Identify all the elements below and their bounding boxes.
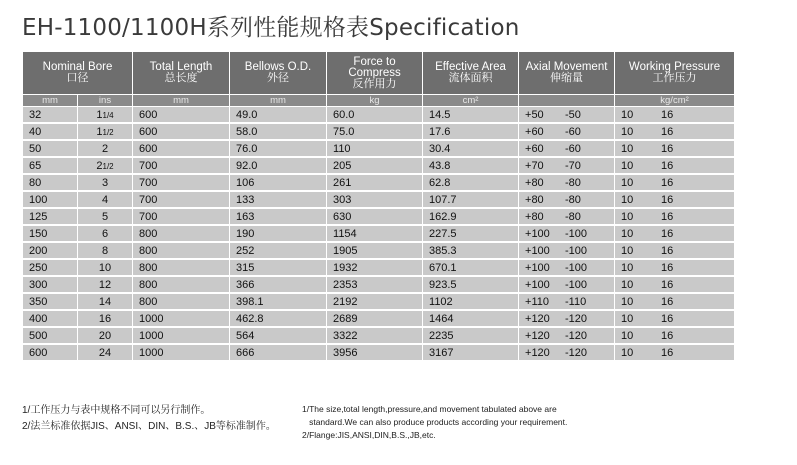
- cell-bore-ins: 8: [78, 242, 133, 259]
- cell-bellows-od: 58.0: [230, 123, 327, 140]
- cell-bellows-od: 366: [230, 276, 327, 293]
- cell-bellows-od: 462.8: [230, 310, 327, 327]
- cell-bore-ins: 4: [78, 191, 133, 208]
- table-row: [23, 123, 735, 140]
- table-row: [23, 344, 735, 361]
- cell-working-pressure: 10 16: [615, 208, 735, 225]
- cell-working-pressure: 10 16: [615, 327, 735, 344]
- table-row: [23, 208, 735, 225]
- cell-effective-area: 385.3: [423, 242, 519, 259]
- header-bellows-od: Bellows O.D. 外径: [230, 52, 327, 95]
- cell-effective-area: 1464: [423, 310, 519, 327]
- cell-bore-mm: 50: [23, 140, 78, 157]
- cell-bore-mm: 32: [23, 107, 78, 124]
- cell-total-length: 600: [133, 123, 230, 140]
- cell-effective-area: 923.5: [423, 276, 519, 293]
- cell-axial-movement: +60 -60: [519, 140, 615, 157]
- cell-axial-movement: +100 -100: [519, 225, 615, 242]
- cell-total-length: 700: [133, 191, 230, 208]
- cell-axial-movement: +70 -70: [519, 157, 615, 174]
- cell-working-pressure: 10 16: [615, 174, 735, 191]
- cell-working-pressure: 10 16: [615, 107, 735, 124]
- table-row: [23, 327, 735, 344]
- cell-effective-area: 14.5: [423, 107, 519, 124]
- cell-force: 261: [327, 174, 423, 191]
- cell-bore-ins: 24: [78, 344, 133, 361]
- cell-bore-ins: 12: [78, 276, 133, 293]
- cell-working-pressure: 10 16: [615, 123, 735, 140]
- cell-axial-movement: +120 -120: [519, 327, 615, 344]
- cell-bore-ins: 6: [78, 225, 133, 242]
- cell-working-pressure: 10 16: [615, 157, 735, 174]
- table-row: [23, 259, 735, 276]
- table-row: [23, 157, 735, 174]
- cell-axial-movement: +120 -120: [519, 310, 615, 327]
- cell-axial-movement: +80 -80: [519, 208, 615, 225]
- cell-axial-movement: +80 -80: [519, 174, 615, 191]
- cell-bellows-od: 133: [230, 191, 327, 208]
- cell-bellows-od: 666: [230, 344, 327, 361]
- header-effective-area: Effective Area 流体面积: [423, 52, 519, 95]
- cell-total-length: 800: [133, 259, 230, 276]
- cell-total-length: 1000: [133, 327, 230, 344]
- cell-bore-ins: 21/2: [78, 157, 133, 174]
- cell-bellows-od: 398.1: [230, 293, 327, 310]
- note-zh-1: 1/工作压力与表中规格不同可以另行制作。: [22, 405, 211, 416]
- cell-force: 3322: [327, 327, 423, 344]
- table-row: [23, 191, 735, 208]
- cell-bore-ins: 10: [78, 259, 133, 276]
- cell-axial-movement: +100 -100: [519, 259, 615, 276]
- cell-working-pressure: 10 16: [615, 259, 735, 276]
- cell-force: 3956: [327, 344, 423, 361]
- cell-force: 1154: [327, 225, 423, 242]
- table-row: [23, 310, 735, 327]
- cell-bore-ins: 11/4: [78, 107, 133, 124]
- table-body: [23, 107, 735, 362]
- cell-bore-mm: 400: [23, 310, 78, 327]
- unit-pressure: kg/cm²: [615, 95, 735, 107]
- cell-effective-area: 107.7: [423, 191, 519, 208]
- cell-effective-area: 3167: [423, 344, 519, 361]
- unit-mm: mm: [23, 95, 78, 107]
- unit-area: cm²: [423, 95, 519, 107]
- cell-total-length: 700: [133, 174, 230, 191]
- table-row: [23, 242, 735, 259]
- cell-bore-mm: 80: [23, 174, 78, 191]
- cell-effective-area: 62.8: [423, 174, 519, 191]
- note-en-3: 2/Flange:JIS,ANSI,DIN,B.S.,JB,etc.: [302, 430, 436, 440]
- unit-movement: [519, 95, 615, 107]
- table-row: [23, 225, 735, 242]
- header-axial-movement: Axial Movement 伸缩量: [519, 52, 615, 95]
- cell-bellows-od: 190: [230, 225, 327, 242]
- cell-bellows-od: 92.0: [230, 157, 327, 174]
- table-row: [23, 107, 735, 124]
- note-zh-2: 2/法兰标准依据JIS、ANSI、DIN、B.S.、JB等标准制作。: [22, 421, 276, 432]
- cell-working-pressure: 10 16: [615, 310, 735, 327]
- unit-od: mm: [230, 95, 327, 107]
- cell-force: 303: [327, 191, 423, 208]
- cell-effective-area: 30.4: [423, 140, 519, 157]
- cell-working-pressure: 10 16: [615, 344, 735, 361]
- header-force-to-compress: Force to Compress 反作用力: [327, 52, 423, 95]
- cell-axial-movement: +60 -60: [519, 123, 615, 140]
- unit-ins: ins: [78, 95, 133, 107]
- cell-axial-movement: +100 -100: [519, 242, 615, 259]
- notes-chinese: [22, 403, 276, 435]
- cell-working-pressure: 10 16: [615, 242, 735, 259]
- cell-effective-area: 1102: [423, 293, 519, 310]
- cell-working-pressure: 10 16: [615, 276, 735, 293]
- cell-bellows-od: 163: [230, 208, 327, 225]
- cell-effective-area: 162.9: [423, 208, 519, 225]
- table-row: [23, 276, 735, 293]
- table-row: [23, 293, 735, 310]
- cell-effective-area: 670.1: [423, 259, 519, 276]
- cell-bore-mm: 600: [23, 344, 78, 361]
- cell-bore-ins: 20: [78, 327, 133, 344]
- cell-force: 110: [327, 140, 423, 157]
- cell-bore-ins: 3: [78, 174, 133, 191]
- cell-bellows-od: 106: [230, 174, 327, 191]
- cell-total-length: 700: [133, 157, 230, 174]
- header-nominal-bore: Nominal Bore 口径: [23, 52, 133, 95]
- cell-bore-mm: 100: [23, 191, 78, 208]
- cell-working-pressure: 10 16: [615, 191, 735, 208]
- cell-bore-ins: 5: [78, 208, 133, 225]
- cell-total-length: 600: [133, 107, 230, 124]
- cell-bore-mm: 350: [23, 293, 78, 310]
- cell-axial-movement: +110 -110: [519, 293, 615, 310]
- header-working-pressure: Working Pressure 工作压力: [615, 52, 735, 95]
- cell-bore-mm: 40: [23, 123, 78, 140]
- cell-working-pressure: 10 16: [615, 140, 735, 157]
- cell-bellows-od: 76.0: [230, 140, 327, 157]
- cell-force: 60.0: [327, 107, 423, 124]
- cell-bellows-od: 315: [230, 259, 327, 276]
- cell-bore-mm: 250: [23, 259, 78, 276]
- cell-bore-mm: 200: [23, 242, 78, 259]
- cell-bellows-od: 49.0: [230, 107, 327, 124]
- header-total-length: Total Length 总长度: [133, 52, 230, 95]
- unit-force: kg: [327, 95, 423, 107]
- cell-total-length: 800: [133, 293, 230, 310]
- cell-bellows-od: 564: [230, 327, 327, 344]
- cell-total-length: 1000: [133, 310, 230, 327]
- cell-bore-ins: 2: [78, 140, 133, 157]
- cell-effective-area: 227.5: [423, 225, 519, 242]
- table-row: [23, 140, 735, 157]
- cell-working-pressure: 10 16: [615, 225, 735, 242]
- table-row: [23, 174, 735, 191]
- cell-total-length: 800: [133, 242, 230, 259]
- cell-bore-ins: 14: [78, 293, 133, 310]
- cell-bore-mm: 125: [23, 208, 78, 225]
- cell-effective-area: 17.6: [423, 123, 519, 140]
- cell-force: 1905: [327, 242, 423, 259]
- cell-force: 2192: [327, 293, 423, 310]
- cell-bore-mm: 65: [23, 157, 78, 174]
- cell-total-length: 1000: [133, 344, 230, 361]
- cell-bellows-od: 252: [230, 242, 327, 259]
- cell-force: 2353: [327, 276, 423, 293]
- note-en-1: 1/The size,total length,pressure,and movement tabulated above are: [302, 404, 557, 414]
- cell-total-length: 700: [133, 208, 230, 225]
- specification-table: [22, 51, 735, 362]
- header-row: [23, 52, 735, 95]
- unit-length: mm: [133, 95, 230, 107]
- notes-english: [302, 403, 567, 442]
- cell-force: 1932: [327, 259, 423, 276]
- cell-working-pressure: 10 16: [615, 293, 735, 310]
- cell-total-length: 800: [133, 225, 230, 242]
- cell-bore-mm: 300: [23, 276, 78, 293]
- cell-total-length: 800: [133, 276, 230, 293]
- cell-axial-movement: +100 -100: [519, 276, 615, 293]
- cell-bore-ins: 11/2: [78, 123, 133, 140]
- cell-axial-movement: +80 -80: [519, 191, 615, 208]
- note-en-2: standard.We can also produce products according your requirement.: [302, 417, 568, 427]
- cell-bore-ins: 16: [78, 310, 133, 327]
- cell-bore-mm: 150: [23, 225, 78, 242]
- cell-axial-movement: +120 -120: [519, 344, 615, 361]
- units-row: [23, 95, 735, 107]
- cell-total-length: 600: [133, 140, 230, 157]
- cell-force: 75.0: [327, 123, 423, 140]
- cell-force: 2689: [327, 310, 423, 327]
- cell-effective-area: 2235: [423, 327, 519, 344]
- cell-bore-mm: 500: [23, 327, 78, 344]
- cell-force: 630: [327, 208, 423, 225]
- cell-effective-area: 43.8: [423, 157, 519, 174]
- page-title: EH-1100/1100H系列性能规格表Specification: [22, 15, 520, 41]
- cell-force: 205: [327, 157, 423, 174]
- cell-axial-movement: +50 -50: [519, 107, 615, 124]
